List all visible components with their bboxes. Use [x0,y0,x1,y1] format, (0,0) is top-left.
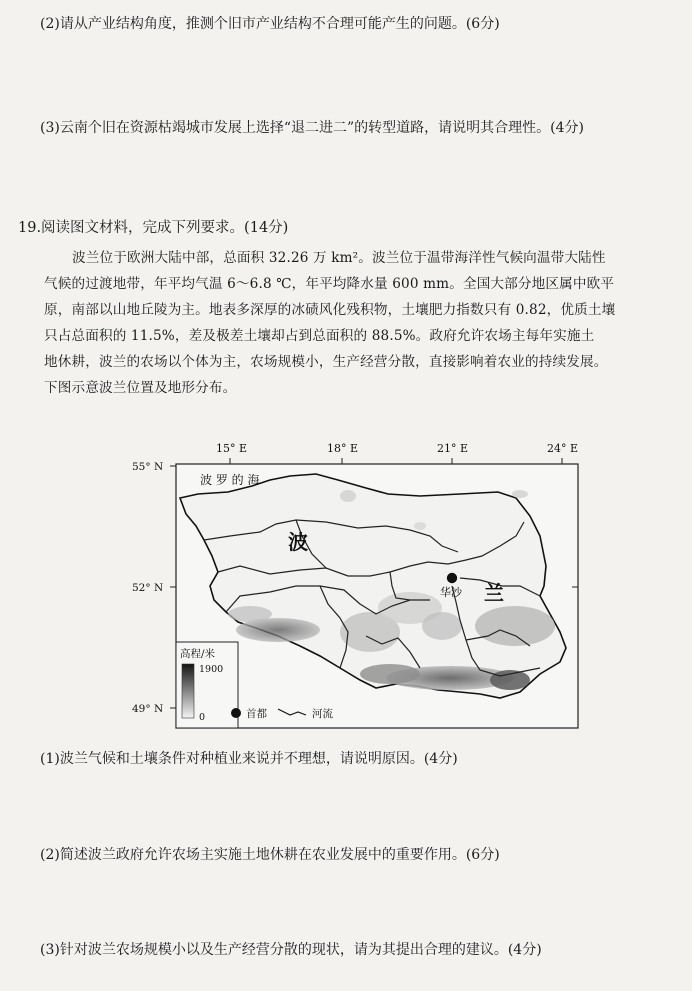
question-18-3: (3)云南个旧在资源枯竭城市发展上选择“退二进二”的转型道路，请说明其合理性。(4分) [40,120,584,136]
legend-elevation-max: 1900 [199,664,224,675]
lat-tick-55: 55° N [132,461,164,473]
lat-tick-52: 52° N [132,582,164,594]
legend-river-label: 河流 [312,708,333,720]
lon-tick-21: 21° E [437,442,469,455]
material-line-6: 下图示意波兰位置及地形分布。 [44,380,237,396]
lon-tick-18: 18° E [327,442,359,455]
question-18-2: (2)请从产业结构角度，推测个旧市产业结构不合理可能产生的问题。(6分) [40,16,500,32]
warsaw-label: 华沙 [440,586,462,599]
baltic-sea-label: 波 罗 的 海 [200,473,260,487]
material-line-2: 气候的过渡地带，年平均气温 6～6.8 ℃，年平均降水量 600 mm。全国大部分地区属中欧平 [44,276,615,292]
poland-map [120,436,590,738]
lon-tick-15: 15° E [216,442,248,455]
material-line-3: 原，南部以山地丘陵为主。地表多深厚的冰碛风化残积物，土壤肥力指数只有 0.82，优质土壤 [44,302,616,318]
question-19-material [44,245,684,401]
question-19-3: (3)针对波兰农场规模小以及生产经营分散的现状，请为其提出合理的建议。(4分) [40,942,542,958]
material-line-5: 地休耕，波兰的农场以个体为主，农场规模小，生产经营分散，直接影响着农业的持续发展。 [44,354,608,370]
material-line-4: 只占总面积的 11.5%，差及极差土壤却占到总面积的 88.5%。政府允许农场主每年实施土 [44,328,595,344]
elevation-gradient-bar [182,664,194,718]
country-label-bo: 波 [288,530,308,554]
legend-capital-label: 首都 [246,708,267,720]
question-19-2: (2)简述波兰政府允许农场主实施土地休耕在农业发展中的重要作用。(6分) [40,847,500,863]
warsaw-capital-dot [447,573,457,583]
legend-elevation-min: 0 [199,712,206,723]
question-19-header: 19.阅读图文材料，完成下列要求。(14分) [18,220,289,236]
country-label-lan: 兰 [484,581,504,605]
question-19-1: (1)波兰气候和土壤条件对种植业来说并不理想，请说明原因。(4分) [40,751,458,767]
lon-tick-24: 24° E [547,442,579,455]
material-line-1: 波兰位于欧洲大陆中部，总面积 32.26 万 km²。波兰位于温带海洋性气候向温带大陆性 [72,250,606,266]
legend-elevation-title: 高程/米 [180,648,216,660]
capital-legend-icon [231,708,241,718]
lat-tick-49: 49° N [132,703,164,715]
